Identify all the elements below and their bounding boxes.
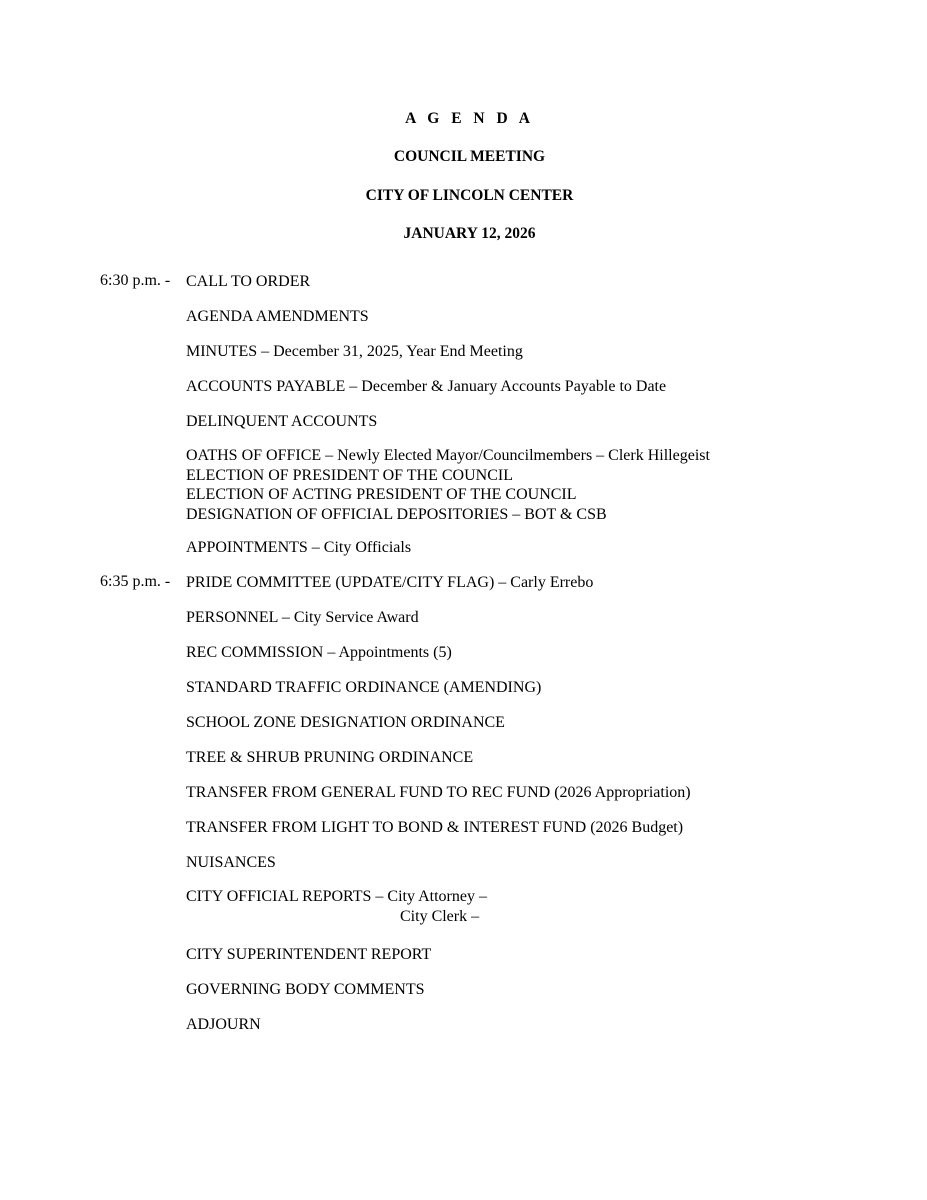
time-630: 6:30 p.m. - [100, 272, 171, 289]
agenda-item-election-president: ELECTION OF PRESIDENT OF THE COUNCIL [186, 466, 513, 484]
time-635: 6:35 p.m. - [100, 573, 171, 590]
agenda-item-rec-commission: REC COMMISSION – Appointments (5) [186, 644, 452, 661]
agenda-item-agenda-amendments: AGENDA AMENDMENTS [186, 308, 369, 325]
agenda-item-adjourn: ADJOURN [186, 1016, 261, 1033]
agenda-item-transfer-rec-fund: TRANSFER FROM GENERAL FUND TO REC FUND (2026 Appropriation) [186, 784, 691, 801]
city-title: CITY OF LINCOLN CENTER [365, 187, 574, 204]
agenda-item-superintendent-report: CITY SUPERINTENDENT REPORT [186, 946, 432, 963]
agenda-item-call-to-order: CALL TO ORDER [186, 273, 311, 290]
agenda-item-traffic-ordinance: STANDARD TRAFFIC ORDINANCE (AMENDING) [186, 679, 542, 696]
agenda-item-official-reports [186, 887, 487, 925]
agenda-item-oaths-group [186, 446, 710, 524]
agenda-item-oaths: OATHS OF OFFICE – Newly Elected Mayor/Councilmembers – Clerk Hillegeist [186, 447, 710, 464]
agenda-item-appointments: APPOINTMENTS – City Officials [186, 539, 412, 556]
official-reports-clerk: City Clerk – [400, 907, 480, 925]
agenda-item-pride-committee: PRIDE COMMITTEE (UPDATE/CITY FLAG) – Carly Errebo [186, 574, 594, 591]
agenda-item-accounts-payable: ACCOUNTS PAYABLE – December & January Accounts Payable to Date [186, 378, 667, 395]
agenda-title: A G E N D A [405, 110, 534, 127]
agenda-item-delinquent-accounts: DELINQUENT ACCOUNTS [186, 413, 378, 430]
agenda-item-personnel: PERSONNEL – City Service Award [186, 609, 419, 626]
agenda-item-tree-pruning: TREE & SHRUB PRUNING ORDINANCE [186, 749, 474, 766]
meeting-title: COUNCIL MEETING [393, 148, 546, 165]
agenda-item-minutes: MINUTES – December 31, 2025, Year End Meeting [186, 343, 523, 360]
agenda-item-school-zone: SCHOOL ZONE DESIGNATION ORDINANCE [186, 714, 505, 731]
official-reports-attorney: CITY OFFICIAL REPORTS – City Attorney – [186, 888, 487, 905]
agenda-item-depositories: DESIGNATION OF OFFICIAL DEPOSITORIES – BOT & CSB [186, 505, 607, 523]
agenda-item-election-acting-president: ELECTION OF ACTING PRESIDENT OF THE COUNCIL [186, 486, 577, 503]
agenda-item-transfer-bond-fund: TRANSFER FROM LIGHT TO BOND & INTEREST FUND (2026 Budget) [186, 819, 684, 836]
agenda-item-nuisances: NUISANCES [186, 854, 276, 871]
meeting-date: JANUARY 12, 2026 [403, 225, 536, 242]
agenda-item-governing-body: GOVERNING BODY COMMENTS [186, 981, 425, 998]
